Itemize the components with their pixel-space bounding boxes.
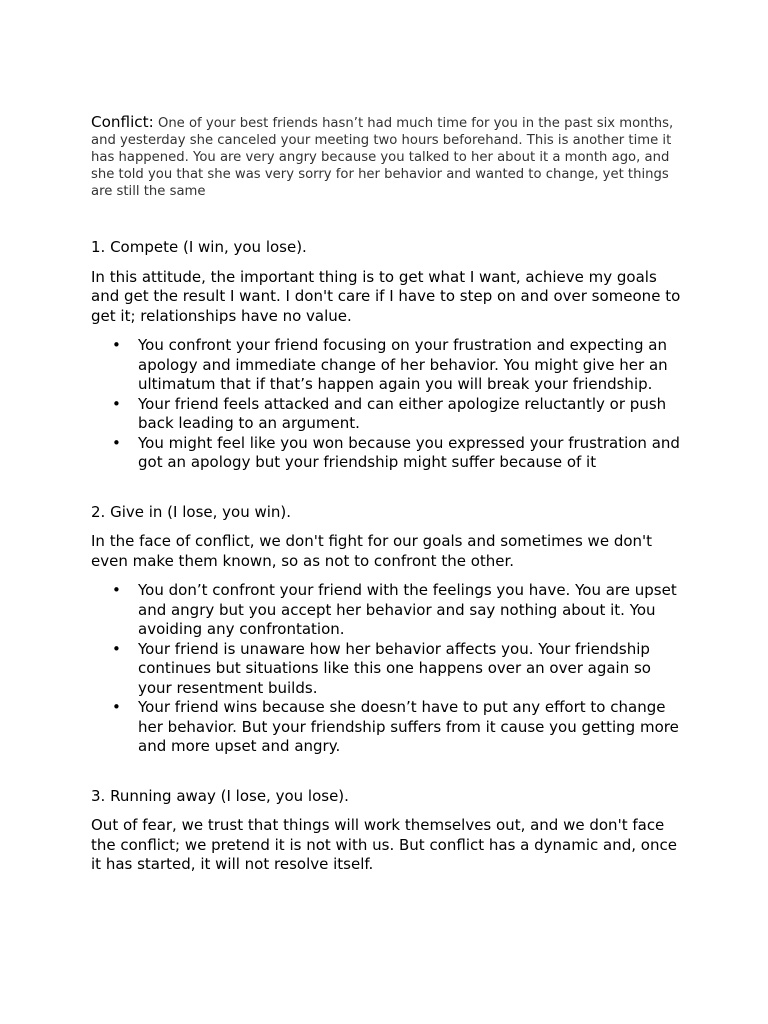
bullet-icon: • [112,581,121,599]
list-item-text: Your friend is unaware how her behavior affects you. Your friendship continues but situations like this one happens over an over again so your resentment builds. [138,639,651,697]
list-item-text: Your friend feels attacked and can either apologize reluctantly or push back leading to an argument. [138,394,667,432]
document-page [91,114,681,875]
list-item-text: You confront your friend focusing on your frustration and expecting an apology and immediate change of her behavior. You might give her an ultimatum that if that’s happen again you will break your friendship. [138,336,668,393]
section-running-away [91,787,681,875]
conflict-label: Conflict: [91,113,154,131]
bullet-icon: • [112,394,121,413]
list-item-text: Your friend wins because she doesn’t have to put any effort to change her behavior. But your friendship suffers from it cause you getting more and more upset and angry. [138,698,679,755]
conflict-statement [91,114,681,200]
section-paragraph: Out of fear, we trust that things will work themselves out, and we don't face the conflict; we pretend it is not with us. But conflict has a dynamic and, once it has started, it will not resolve itself. [91,816,677,873]
section-paragraph: In this attitude, the important thing is to get what I want, achieve my goals and get the result I want. I don't care if I have to step on and over someone to get it; relationships have no value. [91,267,681,325]
list-item [91,640,681,699]
list-item [91,395,681,434]
section-heading: 1. Compete (I win, you lose). [91,238,307,256]
bullet-icon: • [112,698,121,716]
section-give-in [91,503,681,757]
bullet-list [91,336,681,473]
list-item-text: You might feel like you won because you expressed your frustration and got an apology but your friendship might suffer because of it [138,433,680,471]
list-item [91,434,681,473]
bullet-icon: • [112,639,121,658]
list-item [91,698,681,757]
list-item-text: You don’t confront your friend with the feelings you have. You are upset and angry but you accept her behavior and say nothing about it. You avoiding any confrontation. [138,581,677,638]
section-paragraph: In the face of conflict, we don't fight for our goals and sometimes we don't even make them known, so as not to confront the other. [91,532,653,570]
section-heading: 3. Running away (I lose, you lose). [91,786,349,805]
conflict-text: One of your best friends hasn’t had much time for you in the past six months, and yesterday she canceled your meeting two hours beforehand. This is another time it has happened. You are very angry because you talked to her about it a month ago, and she told you that she was very sorry for her behavior and wanted to change, yet things are still the same [91,116,674,199]
section-compete [91,238,681,473]
bullet-list [91,581,681,757]
list-item [91,336,681,395]
bullet-icon: • [112,433,121,452]
list-item [91,581,681,640]
section-heading: 2. Give in (I lose, you win). [91,502,292,521]
bullet-icon: • [112,336,121,354]
